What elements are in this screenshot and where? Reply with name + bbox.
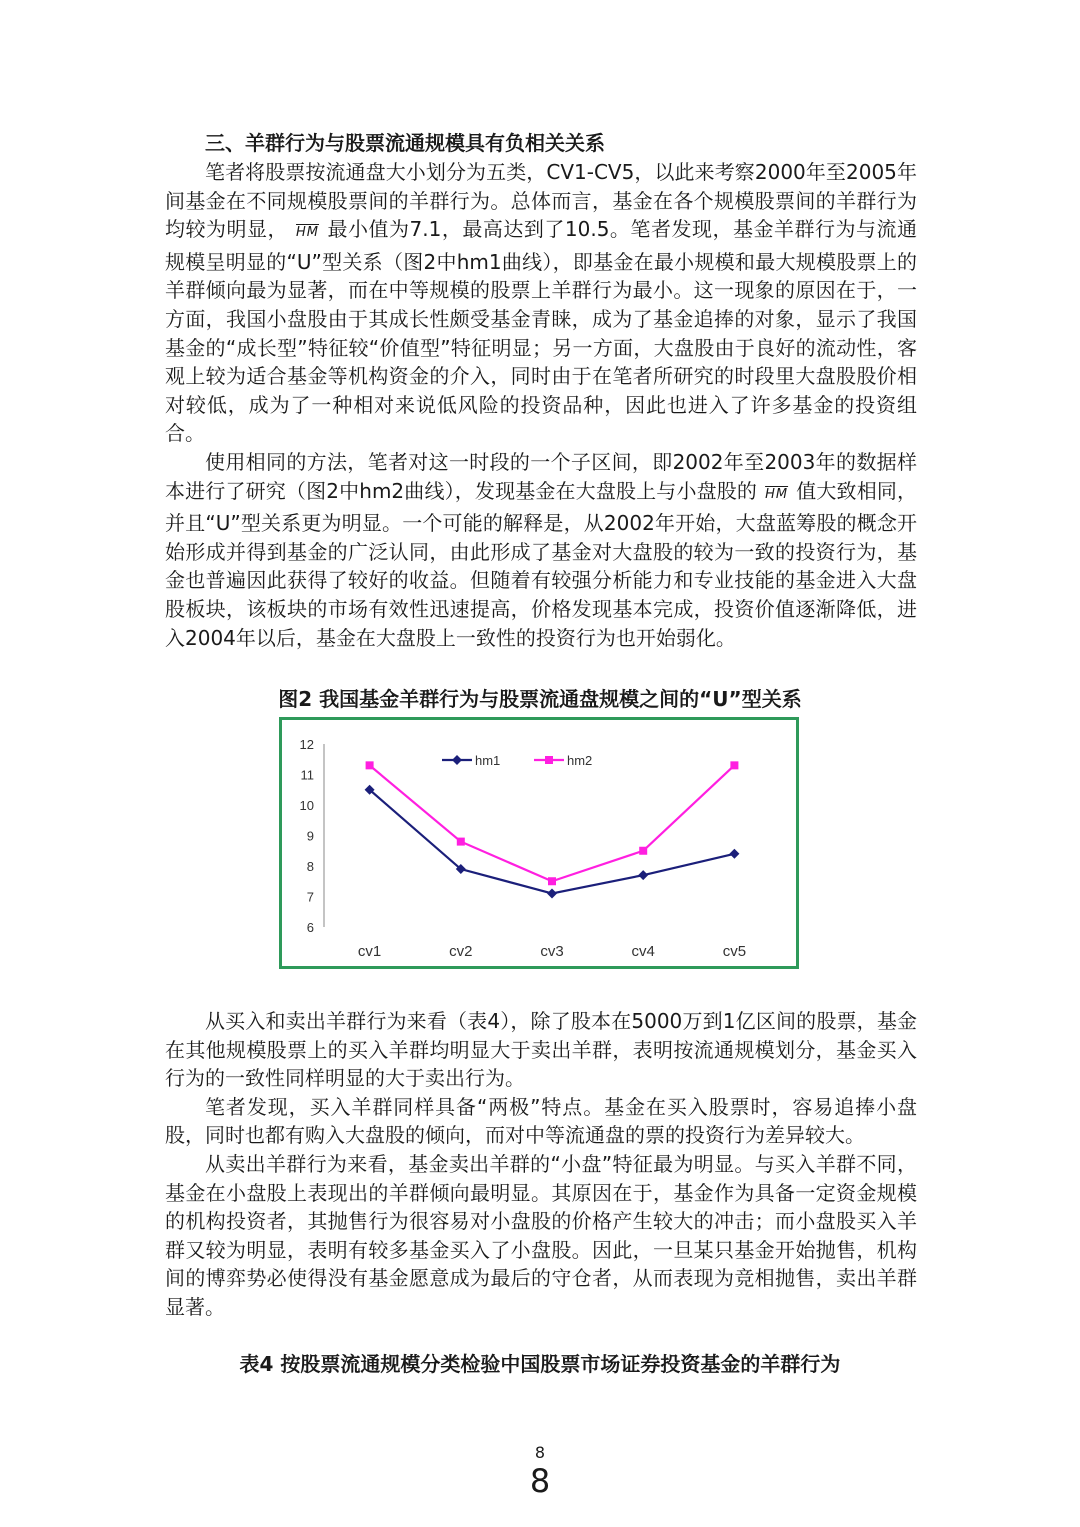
data-point-hm2 <box>548 877 556 885</box>
paragraph-5: 从卖出羊群行为来看，基金卖出羊群的“小盘”特征最为明显。与买入羊群不同，基金在小盘股上表现出的羊群倾向最明显。其原因在于，基金作为具备一定资金规模的机构投资者，其抛售行为很容易对小盘股的价格产生较大的冲击；而小盘股买入羊群又较为明显，表明有较多基金买入了小盘股。因此，一旦某只基金开始抛售，机构间的博弈势必使得没有基金愿意成为最后的守仓者，从而表现为竞相抛售，卖出羊群显著。 <box>165 1151 917 1319</box>
legend-marker-hm1 <box>452 755 462 765</box>
data-point-hm2 <box>366 761 374 769</box>
hm-symbol: $\overline{HM}$ <box>765 486 789 502</box>
y-tick-label: 8 <box>306 859 314 874</box>
paragraph-2 <box>165 448 917 652</box>
y-tick-label: 10 <box>299 798 314 813</box>
section-heading: 三、羊群行为与股票流通规模具有负相关关系 <box>205 131 605 155</box>
paragraph-4: 笔者发现，买入羊群同样具备“两极”特点。基金在买入股票时，容易追捧小盘股，同时也都有购入大盘股的倾向，而对中等流通盘的票的投资行为差异较大。 <box>165 1094 917 1148</box>
page-number-small: 8 <box>534 1443 546 1462</box>
data-point-hm1 <box>638 870 648 880</box>
y-tick-label: 12 <box>299 737 314 752</box>
section-three <box>165 128 917 652</box>
paragraph-3: 从买入和卖出羊群行为来看（表4），除了股本在5000万到1亿区间的股票，基金在其他规模股票上的买入羊群均明显大于卖出羊群，表明按流通规模划分，基金买入行为的一致性同样明显的大于卖出行为。 <box>165 1009 917 1091</box>
page-number-large: 8 <box>529 1462 551 1500</box>
paragraph-1 <box>165 158 917 448</box>
paragraph-2-part-a: 使用相同的方法，笔者对这一时段的一个子区间，即2002年至2003年的数据样本进行了研究（图2中hm2曲线），发现基金在大盘股上与小盘股的 <box>165 449 917 503</box>
y-tick-label: 11 <box>300 767 314 783</box>
x-tick-label: cv3 <box>540 943 564 960</box>
section-after-chart <box>165 1007 917 1322</box>
legend-label: hm1 <box>475 753 501 768</box>
x-tick-label: cv2 <box>449 943 473 960</box>
y-tick-label: 6 <box>306 920 314 935</box>
data-point-hm2 <box>730 761 738 769</box>
table-caption: 表4 按股票流通规模分类检验中国股票市场证券投资基金的羊群行为 <box>239 1352 841 1376</box>
x-tick-label: cv5 <box>722 943 747 960</box>
y-tick-label: 7 <box>306 889 314 905</box>
paragraph-2-part-b: 值大致相同，并且“U”型关系更为明显。一个可能的解释是，从2002年开始，大盘蓝筹股的概念开始形成并得到基金的广泛认同，由此形成了基金对大盘股的较为一致的投资行为，基金也普遍因此获得了较好的收益。但随着有较强分析能力和专业技能的基金进入大盘股板块，该板块的市场有效性迅速提高，价格发现基本完成，投资价值逐渐降低，进入2004年以后，基金在大盘股上一致性的投资行为也开始弱化。 <box>165 478 918 650</box>
data-point-hm1 <box>729 849 739 859</box>
y-tick-label: 9 <box>306 828 314 844</box>
legend-label: hm2 <box>567 753 593 768</box>
line-chart-frame <box>279 717 799 969</box>
paragraph-1-part-b: 最小值为7.1，最高达到了10.5。笔者发现，基金羊群行为与流通规模呈明显的“U”型关系（图2中hm1曲线），即基金在最小规模和最大规模股票上的羊群倾向最为显著，而在中等规模的股票上羊群行为最小。这一现象的原因在于，一方面，我国小盘股由于其成长性颇受基金青睐，成为了基金追捧的对象，显示了我国基金的“成长型”特征较“价值型”特征明显；另一方面，大盘股由于良好的流动性，客观上较为适合基金等机构资金的介入，同时由于在笔者所研究的时段里大盘股股价相对较低，成为了一种相对来说低风险的投资品种，因此也进入了许多基金的投资组合。 <box>165 217 917 446</box>
line-chart <box>282 720 796 966</box>
legend-marker-hm2 <box>545 756 553 764</box>
x-tick-label: cv4 <box>631 943 655 960</box>
data-point-hm2 <box>457 838 465 846</box>
data-point-hm2 <box>639 847 647 855</box>
figure-caption: 图2 我国基金羊群行为与股票流通盘规模之间的“U”型关系 <box>278 687 802 711</box>
data-point-hm1 <box>547 888 557 898</box>
hm-symbol: $\overline{HM}$ <box>296 225 320 241</box>
series-line-hm2 <box>370 765 735 881</box>
paragraph-1-part-a: 笔者将股票按流通盘大小划分为五类，CV1-CV5，以此来考察2000年至2005年间基金在不同规模股票间的羊群行为。总体而言，基金在各个规模股票间的羊群行为均较为明显， <box>165 160 917 242</box>
x-tick-label: cv1 <box>357 943 382 960</box>
